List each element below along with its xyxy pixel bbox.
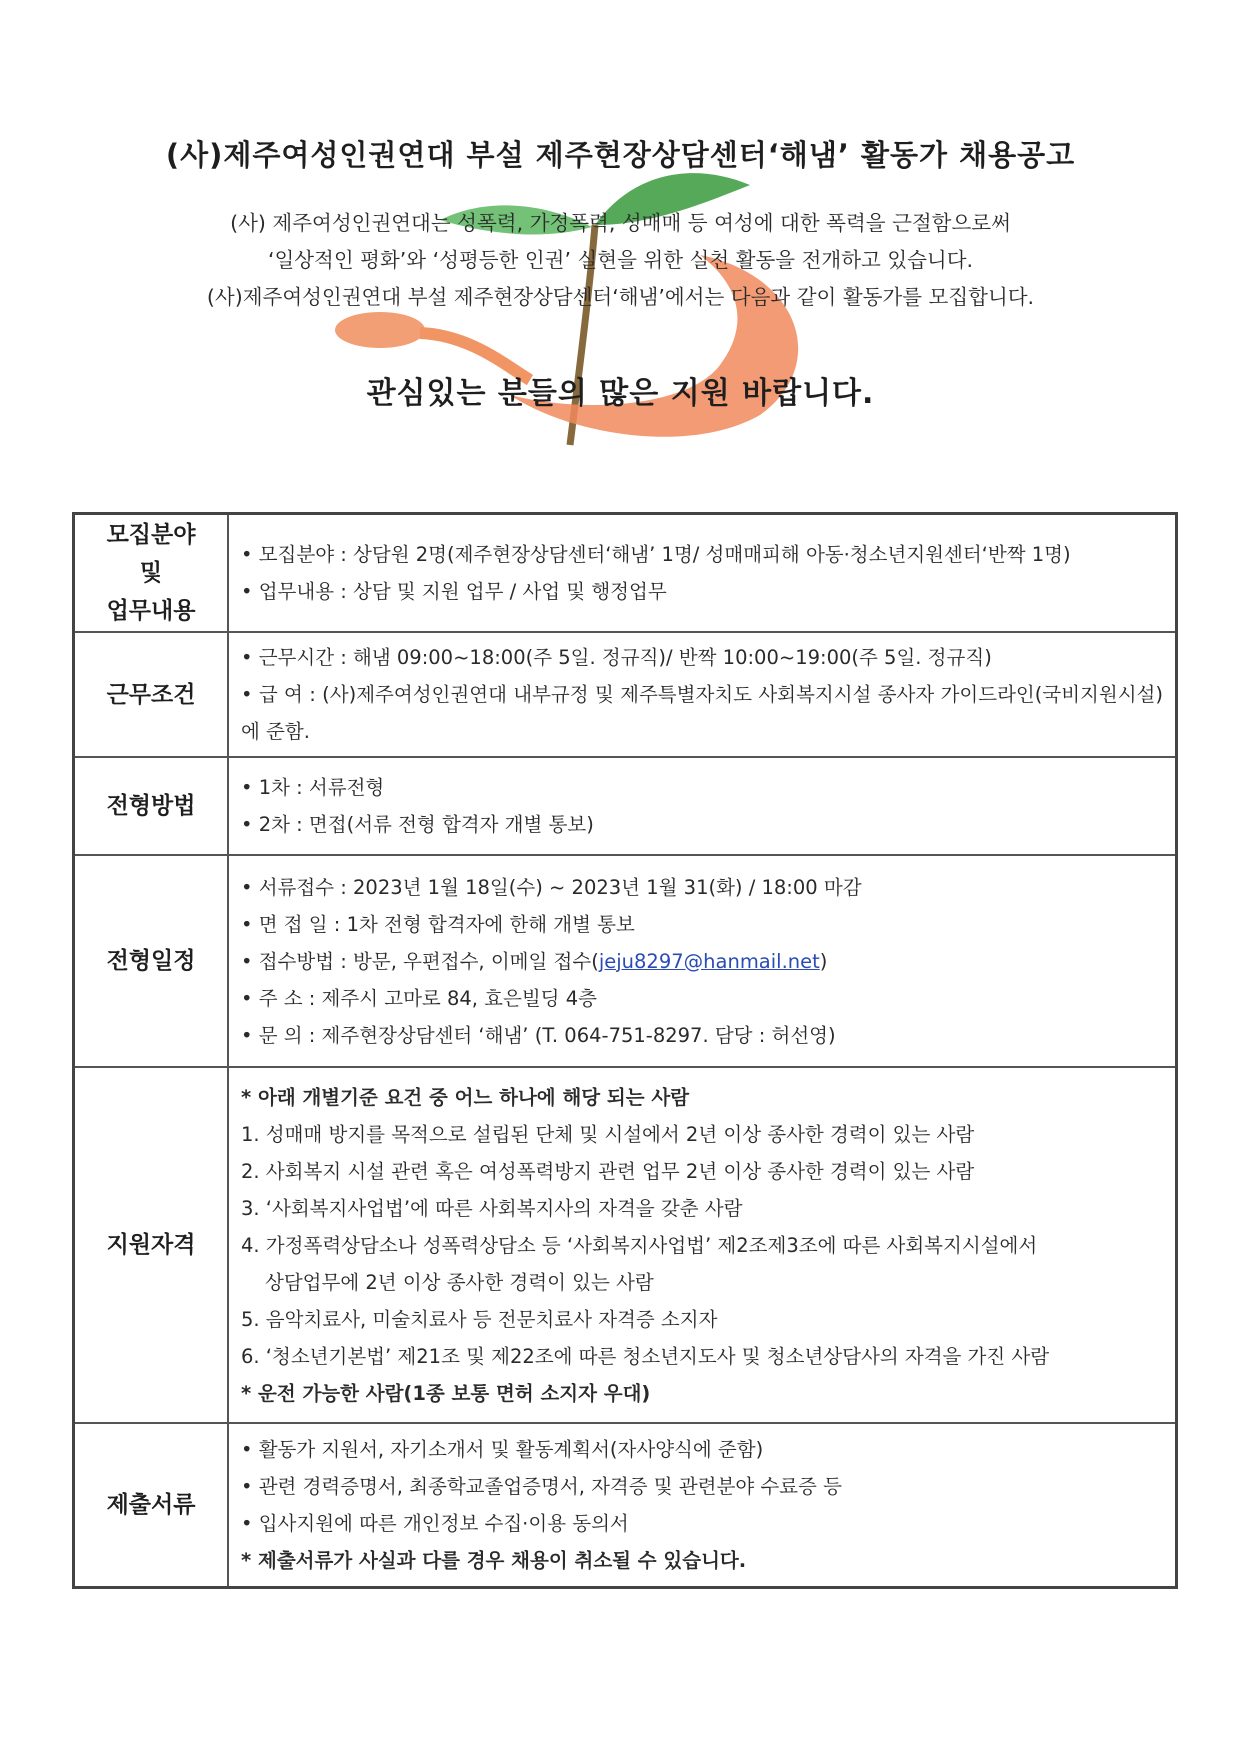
list-item: 4. 가정폭력상담소나 성폭력상담소 등 ‘사회복지사업법’ 제2조제3조에 따른 사회복지시설에서: [241, 1233, 1038, 1257]
list-item: 5. 음악치료사, 미술치료사 등 전문치료사 자격증 소지자: [241, 1307, 718, 1331]
intro-line: (사) 제주여성인권연대는 성폭력, 가정폭력, 성매매 등 여성에 대한 폭력을 근절함으로써: [230, 211, 1011, 235]
list-item: • 업무내용 : 상담 및 지원 업무 / 사업 및 행정업무: [241, 573, 1163, 610]
list-item: 3. ‘사회복지사업법’에 따른 사회복지사의 자격을 갖춘 사람: [241, 1196, 743, 1220]
intro-line: (사)제주여성인권연대 부설 제주현장상담센터‘해냄’에서는 다음과 같이 활동가를 모집합니다.: [206, 285, 1035, 309]
row-header-conditions: 근무조건: [74, 632, 229, 757]
list-item: • 접수방법 : 방문, 우편접수, 이메일 접수(jeju8297@hanmail.net): [241, 943, 1163, 980]
table-row: [74, 855, 1177, 1067]
list-item: • 모집분야 : 상담원 2명(제주현장상담센터‘해냄’ 1명/ 성매매피해 아동·청소년지원센터‘반짝 1명): [241, 536, 1163, 573]
qualification-note: * 아래 개별기준 요건 중 어느 하나에 해당 되는 사람: [241, 1085, 690, 1109]
list-item: • 주 소 : 제주시 고마로 84, 효은빌딩 4층: [241, 980, 1163, 1017]
row-body-method: [228, 757, 1177, 855]
row-body-qualification: [228, 1067, 1177, 1423]
table-row: [74, 757, 1177, 855]
row-header-recruit: 모집분야 및 업무내용: [74, 514, 229, 633]
row-header-method: 전형방법: [74, 757, 229, 855]
table-row: [74, 514, 1177, 633]
list-item: • 활동가 지원서, 자기소개서 및 활동계획서(자사양식에 준함): [241, 1431, 1163, 1468]
list-item: • 관련 경력증명서, 최종학교졸업증명서, 자격증 및 관련분야 수료증 등: [241, 1468, 1163, 1505]
email-link[interactable]: jeju8297@hanmail.net: [598, 949, 820, 973]
documents-note: * 제출서류가 사실과 다를 경우 채용이 취소될 수 있습니다.: [241, 1548, 747, 1572]
slogan: 관심있는 분들의 많은 지원 바랍니다.: [366, 376, 875, 411]
list-item-continuation: 상담업무에 2년 이상 종사한 경력이 있는 사람: [265, 1270, 654, 1294]
list-item: 6. ‘청소년기본법’ 제21조 및 제22조에 따른 청소년지도사 및 청소년상담사의 자격을 가진 사람: [241, 1344, 1050, 1368]
table-row: [74, 1423, 1177, 1587]
row-header-qualification: 지원자격: [74, 1067, 229, 1423]
list-item: 1. 성매매 방지를 목적으로 설립된 단체 및 시설에서 2년 이상 종사한 경력이 있는 사람: [241, 1122, 975, 1146]
row-body-schedule: [228, 855, 1177, 1067]
intro-paragraph: [0, 205, 1241, 316]
row-body-documents: [228, 1423, 1177, 1587]
list-item: • 문 의 : 제주현장상담센터 ‘해냄’ (T. 064-751-8297. 담당 : 허선영): [241, 1017, 1163, 1054]
list-item: • 입사지원에 따른 개인정보 수집·이용 동의서: [241, 1505, 1163, 1542]
row-header-documents: 제출서류: [74, 1423, 229, 1587]
list-item: • 급 여 : (사)제주여성인권연대 내부규정 및 제주특별자치도 사회복지시설 종사자 가이드라인(국비지원시설)에 준함.: [241, 676, 1163, 750]
row-body-recruit: [228, 514, 1177, 633]
recruitment-table: [72, 512, 1178, 1589]
page-title: (사)제주여성인권연대 부설 제주현장상담센터‘해냄’ 활동가 채용공고: [165, 138, 1076, 172]
table-row: [74, 1067, 1177, 1423]
row-header-schedule: 전형일정: [74, 855, 229, 1067]
table-row: [74, 632, 1177, 757]
intro-line: ‘일상적인 평화’와 ‘성평등한 인권’ 실현을 위한 실천 활동을 전개하고 있습니다.: [267, 248, 974, 272]
list-item: 2. 사회복지 시설 관련 혹은 여성폭력방지 관련 업무 2년 이상 종사한 경력이 있는 사람: [241, 1159, 975, 1183]
list-item: • 면 접 일 : 1차 전형 합격자에 한해 개별 통보: [241, 906, 1163, 943]
qualification-note: * 운전 가능한 사람(1종 보통 면허 소지자 우대): [241, 1381, 651, 1405]
row-body-conditions: [228, 632, 1177, 757]
list-item: • 2차 : 면접(서류 전형 합격자 개별 통보): [241, 806, 1163, 843]
list-item: • 1차 : 서류전형: [241, 769, 1163, 806]
list-item: • 서류접수 : 2023년 1월 18일(수) ~ 2023년 1월 31(화) / 18:00 마감: [241, 869, 1163, 906]
list-item: • 근무시간 : 해냄 09:00~18:00(주 5일. 정규직)/ 반짝 10:00~19:00(주 5일. 정규직): [241, 639, 1163, 676]
